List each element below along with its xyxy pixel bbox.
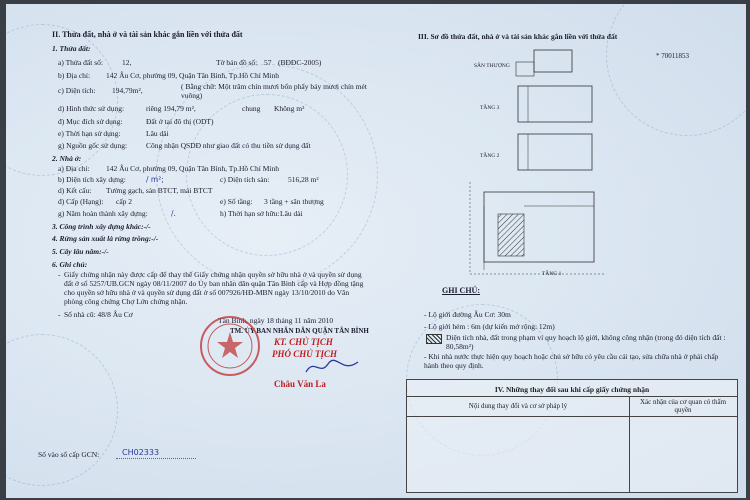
house-address-label: a) Địa chỉ: xyxy=(58,164,90,173)
usage-term-label: e) Thời hạn sử dụng: xyxy=(58,129,121,138)
map-no-value: 57 xyxy=(264,58,272,67)
changes-col-confirmation: Xác nhận của cơ quan có thẩm quyền xyxy=(639,398,727,414)
note-bullet: - xyxy=(58,270,61,279)
land-area-label: c) Diện tích: xyxy=(58,86,96,95)
grade-value: cấp 2 xyxy=(116,197,133,206)
usage-form-label: d) Hình thức sử dụng: xyxy=(58,104,125,113)
hatch-legend-icon xyxy=(426,334,442,344)
perennial-trees: 5. Cây lâu năm:-/- xyxy=(52,247,109,256)
table-header-divider xyxy=(407,416,737,417)
house-heading: 2. Nhà ở: xyxy=(52,154,82,163)
changes-table xyxy=(406,379,738,493)
land-address-value: 142 Âu Cơ, phường 09, Quận Tân Bình, Tp.Hồ Chí Minh xyxy=(106,71,279,80)
section-2-title: II. Thửa đất, nhà ở và tài sản khác gắn liền với thửa đất xyxy=(52,30,243,39)
planted-forest: 4. Rừng sản xuất là rừng trồng:-/- xyxy=(52,234,159,243)
registration-label: Số vào sổ cấp GCN: xyxy=(38,450,100,459)
changes-col-content: Nội dung thay đổi và cơ sở pháp lý xyxy=(468,402,568,410)
kt-title: KT. CHỦ TỊCH xyxy=(274,337,333,347)
grade-label: đ) Cấp (Hạng): xyxy=(58,197,104,206)
map-no-label: Tờ bản đồ số: xyxy=(216,58,258,67)
usage-origin-value: Công nhận QSDĐ như giao đất có thu tiền sử dụng đất xyxy=(146,141,311,150)
rooftop-outline xyxy=(534,50,572,72)
background-pattern xyxy=(6,334,118,486)
map-note: (BĐĐC-2005) xyxy=(278,58,322,67)
usage-common-label: chung xyxy=(242,104,261,113)
note-replacement: Giấy chứng nhận này được cấp để thay thế Giấy chứng nhận quyền sở hữu nhà ở và quyền sử dụng đất ở số 5257/UB.GCN ngày 08/11/2007 do Ủy ban nhân dân quận Tân Bình cấp và Hợp đồng tặng cho quyền sở hữu nhà ở và quyền sử dụng đất ở số 007926/HĐ-MBN ngày 13/10/2010 do Văn phòng công chứng Chợ Lớn chứng nhận. xyxy=(64,270,364,306)
signature-icon xyxy=(302,356,362,378)
floors-label: e) Số tầng: xyxy=(220,197,253,206)
right-notes-heading: GHI CHÚ: xyxy=(442,286,480,295)
note-bullet: - xyxy=(58,310,61,319)
floor-2-outline xyxy=(518,134,592,170)
official-seal-icon xyxy=(198,314,262,378)
usage-term-value: Lâu dài xyxy=(146,129,169,138)
land-no-value: 12, xyxy=(122,58,132,67)
note-old-house-number: Số nhà cũ: 48/8 Âu Cơ xyxy=(64,310,133,319)
land-area-words: ( Bằng chữ: Một trăm chín mươi bốn phẩy bảy mươi chín mét vuông) xyxy=(181,82,367,100)
label-rooftop: SÂN THƯỢNG xyxy=(474,63,510,69)
changes-table-title: IV. Những thay đổi sau khi cấp giấy chứng nhận xyxy=(494,385,650,394)
usage-origin-label: g) Nguồn gốc sử dụng: xyxy=(58,141,128,150)
build-area-label: b) Diện tích xây dựng: xyxy=(58,175,126,184)
usage-common-value: Không m² xyxy=(274,104,305,113)
registration-value: CH02333 xyxy=(122,448,160,457)
completion-year-label: g) Năm hoàn thành xây dựng: xyxy=(58,209,148,218)
certificate-page xyxy=(6,4,746,498)
label-floor-3: TẦNG 3 xyxy=(480,105,500,111)
authority-title: TM. ỦY BAN NHÂN DÂN QUẬN TÂN BÌNH xyxy=(230,327,369,335)
build-area-value: / m²; xyxy=(146,175,164,184)
floor-plan-diagram xyxy=(464,42,624,282)
section-3-title: III. Sơ đồ thửa đất, nhà ở và tài sản khác gắn liền với thửa đất xyxy=(418,32,618,41)
land-address-label: b) Địa chỉ: xyxy=(58,71,91,80)
usage-purpose-value: Đất ở tại đô thị (ODT) xyxy=(146,117,214,126)
usage-form-value: riêng 194,79 m², xyxy=(146,104,196,113)
land-area-value: 194,79m², xyxy=(112,86,143,95)
structure-value: Tường gạch, sàn BTCT, mái BTCT xyxy=(106,186,213,195)
planning-note: - Khi nhà nước thực hiện quy hoạch hoặc chủ sở hữu có yêu cầu cải tạo, sửa chữa nhà ở phải chấp hành theo quy định. xyxy=(424,352,719,370)
usage-purpose-label: đ) Mục đích sử dụng: xyxy=(58,117,123,126)
vice-chairman-title: PHÓ CHỦ TỊCH xyxy=(272,349,338,359)
road-boundary-note: - Lộ giới đường Âu Cơ: 30m xyxy=(424,310,511,319)
rooftop-stair xyxy=(516,62,534,76)
label-floor-1: TẦNG 1 xyxy=(542,271,562,277)
table-column-divider xyxy=(629,396,630,492)
other-construction: 3. Công trình xây dựng khác:-/- xyxy=(52,222,151,231)
ownership-term-value: Lâu dài xyxy=(280,209,303,218)
registration-line xyxy=(116,458,196,459)
notes-heading: 6. Ghi chú: xyxy=(52,260,88,269)
alley-boundary-note: - Lộ giới hẻm : 6m (dự kiến mở rộng: 12m) xyxy=(424,322,555,331)
house-address-value: 142 Âu Cơ, phường 09, Quận Tân Bình, Tp.Hồ Chí Minh xyxy=(106,164,279,173)
label-floor-2: TẦNG 2 xyxy=(480,153,500,159)
setback-area xyxy=(498,214,524,256)
floor-area-value: 516,28 m² xyxy=(288,175,319,184)
signer-name: Châu Văn La xyxy=(274,379,326,389)
hatch-legend-note: Diện tích nhà, đất trong phạm vi quy hoạch lộ giới, không công nhận (trong đó diện tích đất : 80,58m²) xyxy=(446,333,726,351)
land-no-label: a) Thửa đất số: xyxy=(58,58,103,67)
floors-value: 3 tầng + sân thượng xyxy=(264,197,324,206)
background-pattern xyxy=(606,4,746,136)
floor-area-label: c) Diện tích sàn: xyxy=(220,175,270,184)
serial-number: * 70011853 xyxy=(656,52,689,60)
land-heading: 1. Thửa đất: xyxy=(52,44,91,53)
completion-year-value: /. xyxy=(171,209,176,218)
structure-label: d) Kết cấu: xyxy=(58,186,92,195)
table-divider xyxy=(407,396,737,397)
ownership-term-label: h) Thời hạn sở hữu: xyxy=(220,209,280,218)
issue-date: Tân Bình, ngày 18 tháng 11 năm 2010 xyxy=(218,316,334,325)
floor-3-outline xyxy=(518,86,592,122)
